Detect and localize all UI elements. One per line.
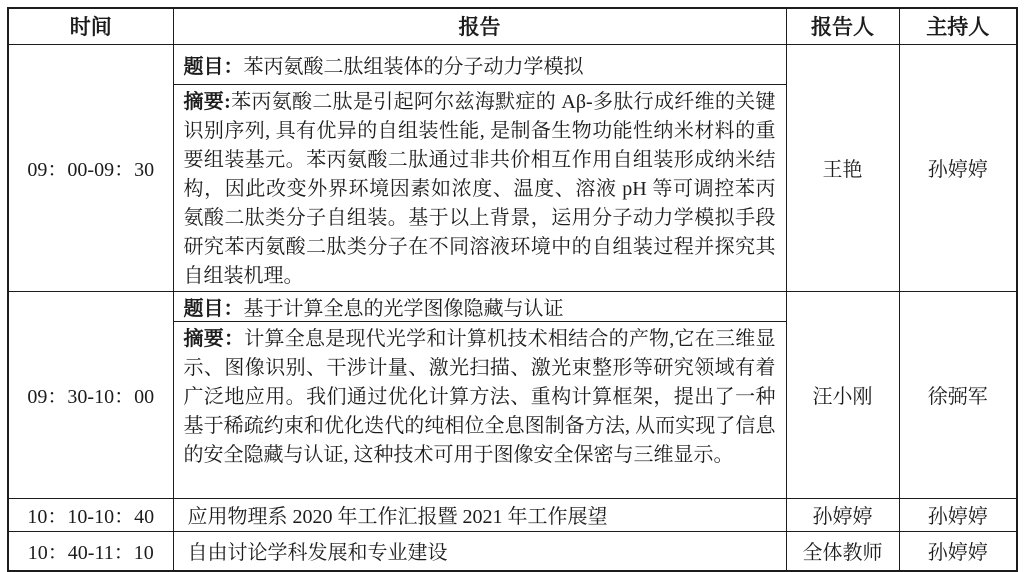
column-header-time: 时间 [8, 8, 173, 44]
session2-title-row [8, 291, 1017, 321]
session1-abstract-cell [173, 84, 786, 291]
session2-time: 09：30-10：00 [8, 291, 173, 498]
session3-time: 10：10-10：40 [8, 498, 173, 531]
session1-title-text: 苯丙氨酸二肽组装体的分子动力学模拟 [243, 55, 584, 78]
session1-abstract-label: 摘要: [183, 90, 231, 113]
session2-abstract-label: 摘要： [183, 327, 245, 350]
session1-title-cell [173, 44, 786, 84]
session2-title-text: 基于计算全息的光学图像隐藏与认证 [243, 297, 564, 320]
session1-time: 09：00-09：30 [8, 44, 173, 291]
session1-reporter: 王艳 [786, 44, 899, 291]
session1-title-label: 题目： [183, 55, 244, 78]
session2-host: 徐弼军 [899, 291, 1017, 498]
session3-row [8, 498, 1017, 531]
session1-abstract-text: 苯丙氨酸二肽是引起阿尔兹海默症的 Aβ-多肽行成纤维的关键识别序列, 具有优异的自组装性能, 是制备生物功能性纳米材料的重要组装基元。苯丙氨酸二肽通过非共价相互作用自组装形成纳米结构，因此改变外界环境因素如浓度、温度、溶液 pH 等可调控苯丙氨酸二肽类分子自组装。基于以上背景，运用分子动力学模拟手段研究苯丙氨酸二肽类分子在不同溶液环境中的自组装过程并探究其自组装机理。 [183, 90, 776, 287]
session4-host: 孙婷婷 [899, 531, 1017, 571]
seminar-schedule-table [7, 7, 1018, 572]
session2-abstract-cell [173, 321, 786, 498]
session4-report: 自由讨论学科发展和专业建设 [173, 531, 786, 571]
session4-time: 10：40-11：10 [8, 531, 173, 571]
session4-row [8, 531, 1017, 571]
session3-host: 孙婷婷 [899, 498, 1017, 531]
session2-title-label: 题目： [183, 297, 244, 320]
column-header-reporter: 报告人 [786, 8, 899, 44]
session4-reporter: 全体教师 [786, 531, 899, 571]
session2-reporter: 汪小刚 [786, 291, 899, 498]
document-page [7, 7, 1018, 572]
session2-title-cell [173, 291, 786, 321]
session1-title-row [8, 44, 1017, 84]
column-header-host: 主持人 [899, 8, 1017, 44]
session2-abstract-text: 计算全息是现代光学和计算机技术相结合的产物,它在三维显示、图像识别、干涉计量、激光扫描、激光束整形等研究领域有着广泛地应用。我们通过优化计算方法、重构计算框架，提出了一种基于稀疏约束和优化迭代的纯相位全息图制备方法, 从而实现了信息的安全隐藏与认证, 这种技术可用于图像安全保密与三维显示。 [183, 327, 776, 466]
session3-report: 应用物理系 2020 年工作汇报暨 2021 年工作展望 [173, 498, 786, 531]
session1-host: 孙婷婷 [899, 44, 1017, 291]
column-header-report: 报告 [173, 8, 786, 44]
session3-reporter: 孙婷婷 [786, 498, 899, 531]
header-row [8, 8, 1017, 44]
